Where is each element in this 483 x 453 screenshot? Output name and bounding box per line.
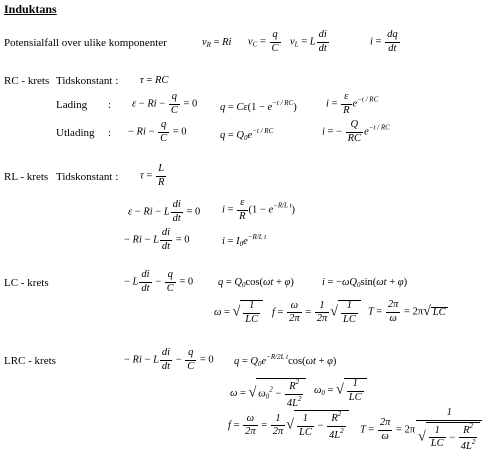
potensialfall-label: Potensialfall over ulike komponenter [4,37,167,49]
rc-utlading-i: i = − $\frac{Q}{RC}$ $e^{-t / RC}$ [322,119,390,144]
lrc-T: T = $\frac{2\pi}{\omega}$ = 2π 1 √ $\frac{1}{LC}$ − $\frac{R^2}{4L^2}$ [360,408,483,453]
rl-tau: τ = $\frac{L}{R}$ [140,163,165,188]
rc-lading-i: i = $\frac{\varepsilon}{R}$ $e^{-t / RC}$ [326,91,379,116]
lc-T: T = $\frac{2\pi}{\omega}$ = 2π√ LC [368,299,446,324]
lrc-f: f = $\frac{\omega}{2\pi}$ = $\frac{1}{2\pi}$ √ $\frac{1}{LC}$ − $\frac{R^2}{4L^2}$ [228,410,349,441]
lc-i: $i = -\omega Q_0\sin(\omega t + \varphi)$ [322,277,408,289]
rc-utlading-label: Utlading [56,127,95,139]
rl-tidskonstant-label: Tidskonstant : [56,171,119,183]
rc-utlading-eq: − Ri − $\frac{q}{C}$ = 0 [128,119,187,144]
page-title: Induktans [4,2,57,16]
eq-i: i = $\frac{dq}{dt}$ [370,29,398,54]
rl-label: RL - krets [4,171,49,183]
rc-lading-colon: : [108,99,112,111]
lrc-eq: − Ri − L $\frac{di}{dt}$ − $\frac{q}{C}$ = 0 [124,347,214,372]
rc-utlading-q: $q = Q_0e^{-t / RC}$ [220,127,274,142]
rc-lading-label: Lading [56,99,88,111]
lc-label: LC - krets [4,277,49,289]
eq-vc: $v_C$ = $\frac{q}{C}$ [248,29,279,54]
rc-utlading-colon: : [108,127,112,139]
lrc-omega: ω = √ $\omega_0^2$ − $\frac{R^2}{4L^2}$ [230,378,306,409]
rc-lading-q: $q = C\varepsilon(1 - e^{-t / RC})$ [220,99,297,113]
eq-vl: $v_L = L$ $\frac{di}{dt}$ [290,29,327,54]
lc-eq: − L $\frac{di}{dt}$ − $\frac{q}{C}$ = 0 [124,269,194,294]
lrc-q: $q = Q_0e^{-R/2L t}\cos(\omega t + \varphi)$ [234,353,337,368]
lrc-omega0: $\omega_0$ = √ $\frac{1}{LC}$ [314,378,367,403]
lc-omega: ω = √ $\frac{1}{LC}$ [214,300,263,325]
rc-tau: τ = RC [140,75,169,86]
rl-i2: $i = I_0e^{-R/L t}$ [222,233,267,248]
lc-f: f = $\frac{\omega}{2\pi}$ = $\frac{1}{2\pi}$ √ $\frac{1}{LC}$ [272,300,361,325]
rl-i1: i = $\frac{\varepsilon}{R}$ $(1 - e^{-R/L t})$ [222,197,296,222]
lc-q: $q = Q_0\cos(\omega t + \varphi)$ [218,277,294,289]
lrc-label: LRC - krets [4,355,56,367]
rc-label: RC - krets [4,75,50,87]
eq-vr: $v_R = Ri$ [202,37,232,49]
rc-lading-eq: ε − Ri − $\frac{q}{C}$ = 0 [132,91,198,116]
rl-eq2: − Ri − L $\frac{di}{dt}$ = 0 [124,227,190,252]
rc-tidskonstant-label: Tidskonstant : [56,75,119,87]
rl-eq1: ε − Ri − L $\frac{di}{dt}$ = 0 [128,199,201,224]
